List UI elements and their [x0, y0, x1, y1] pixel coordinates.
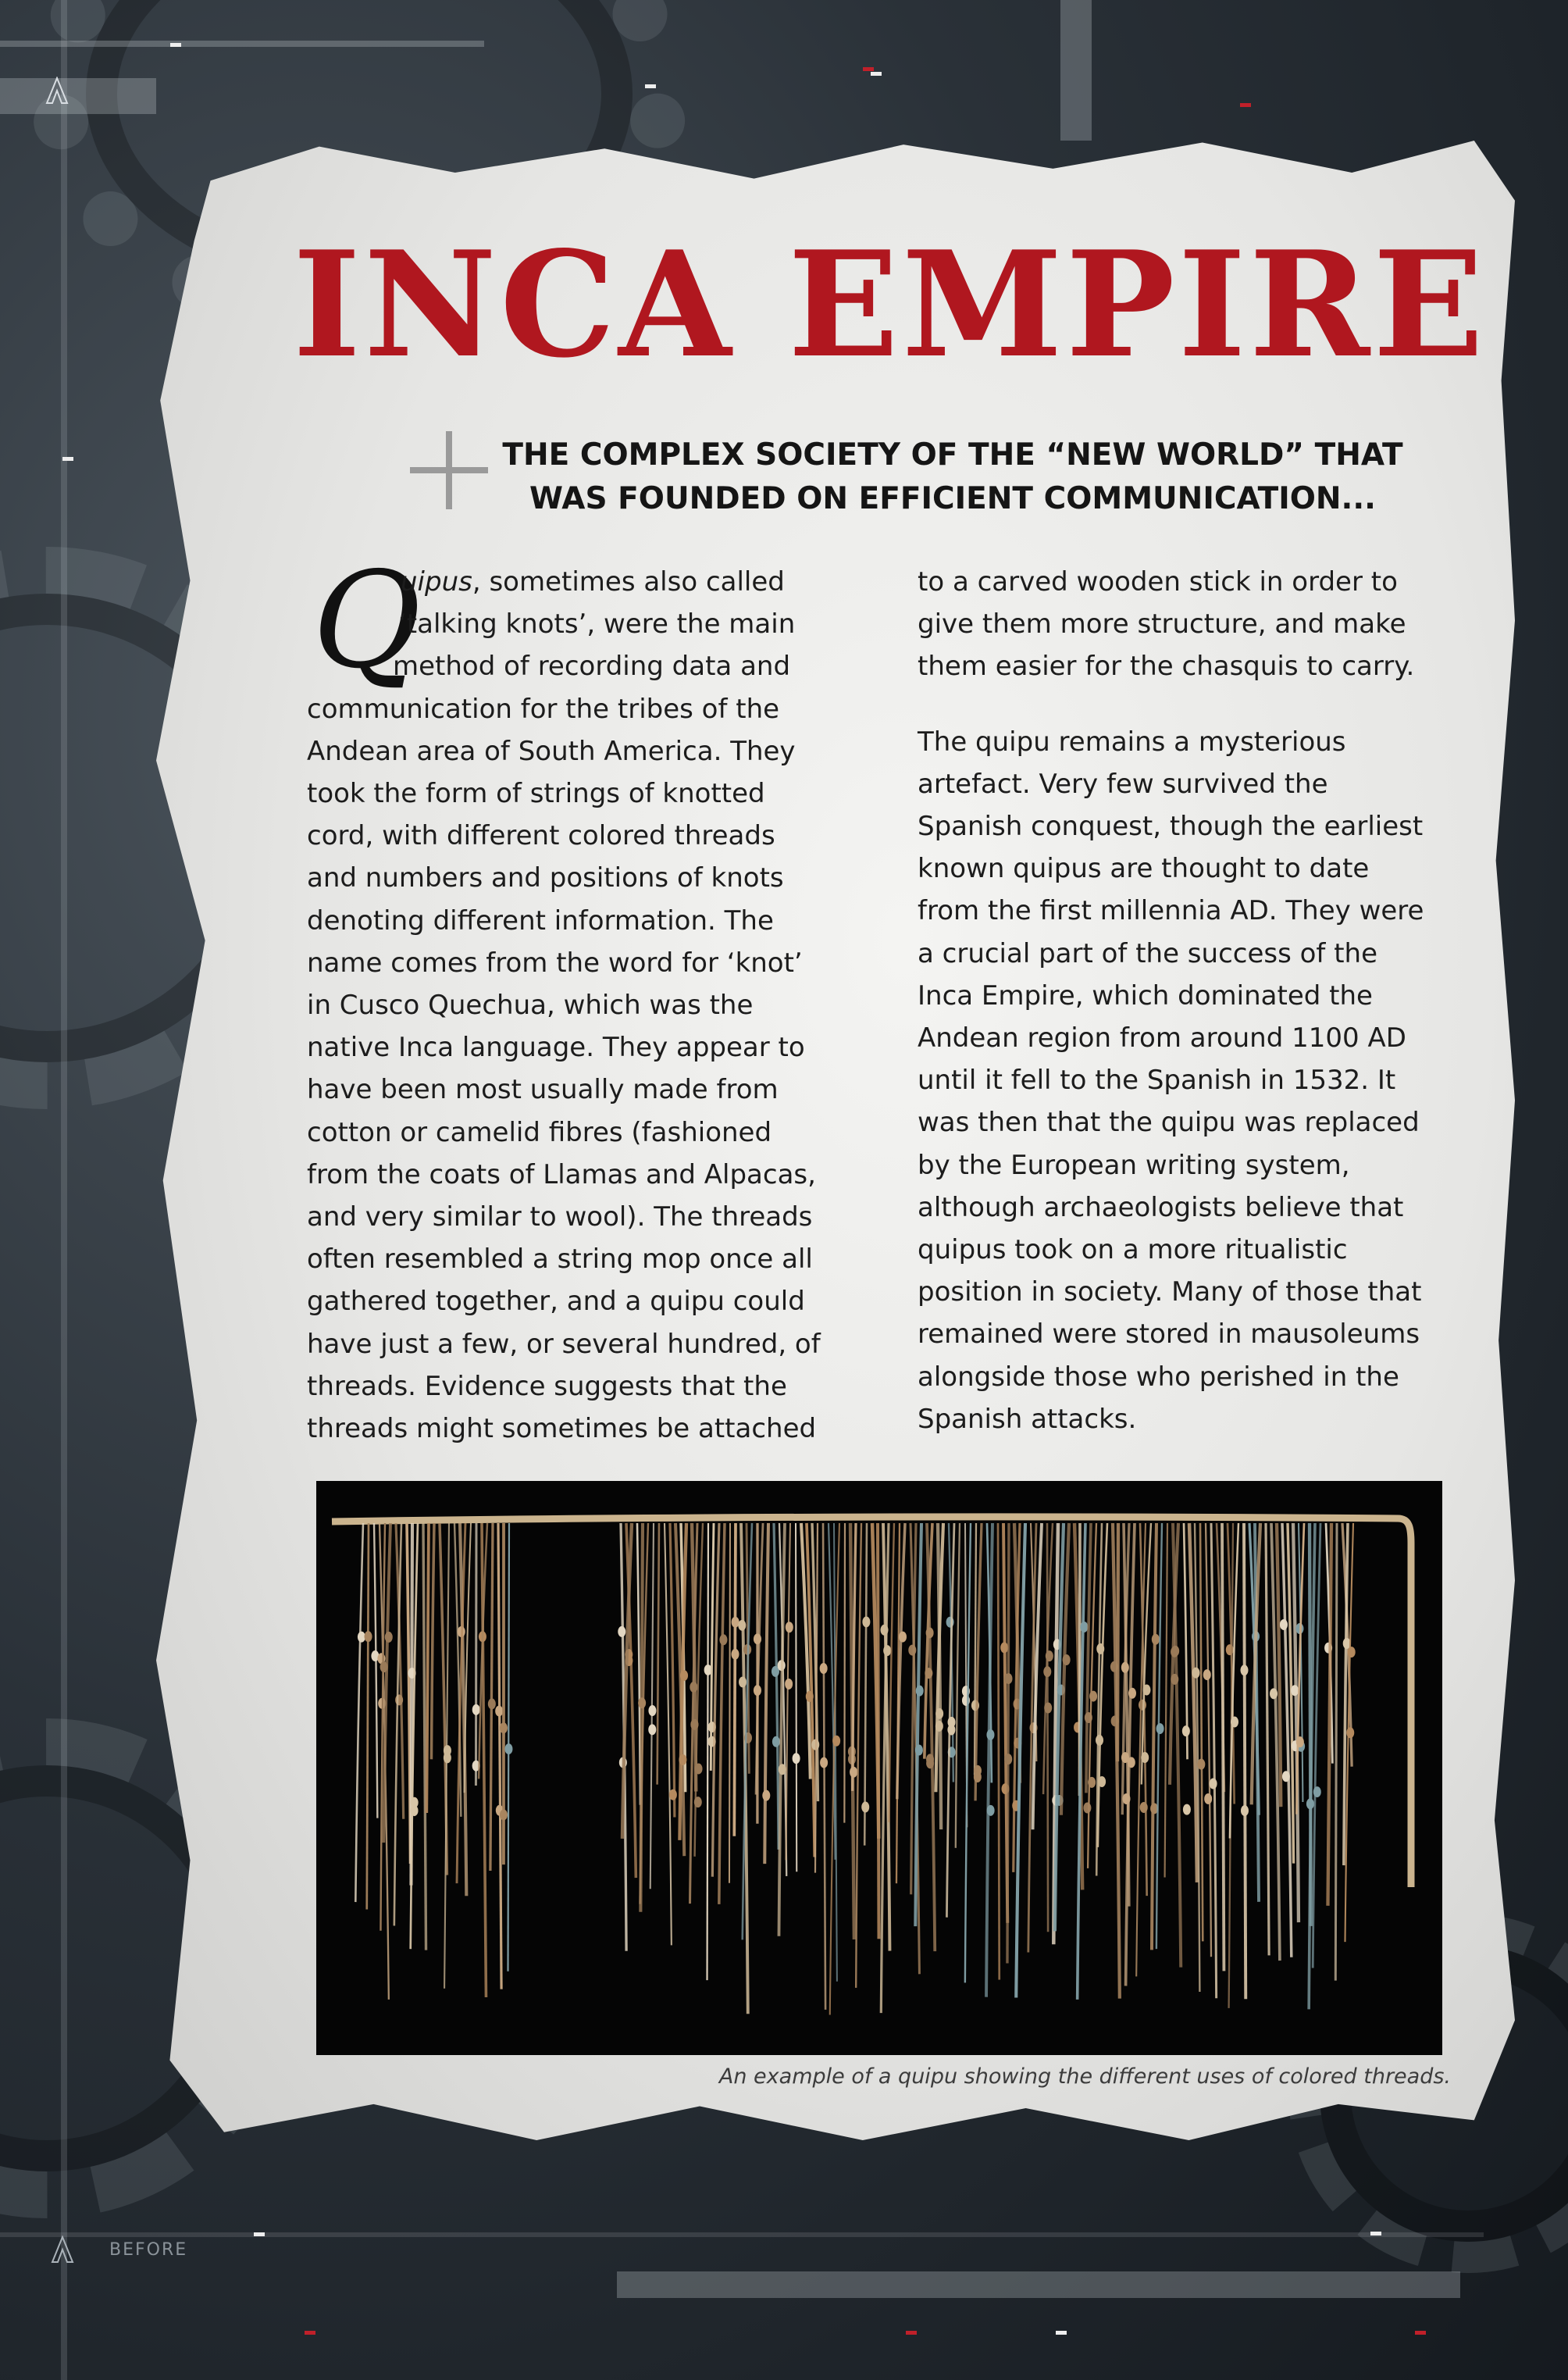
knot — [820, 1757, 828, 1768]
knot — [695, 1763, 703, 1774]
thread — [1335, 1523, 1337, 1981]
knot — [786, 1622, 793, 1632]
article-line: until it fell to the Spanish in 1532. It — [918, 1065, 1396, 1097]
knot — [1231, 1717, 1238, 1728]
knot — [495, 1706, 503, 1717]
knot — [1171, 1674, 1178, 1685]
article-line: cotton or camelid fibres (fashioned — [307, 1116, 772, 1148]
knot — [1171, 1646, 1179, 1657]
hud-tick — [645, 84, 656, 88]
quipu-photo — [316, 1481, 1442, 2055]
article-line: give them more structure, and make — [918, 608, 1406, 640]
lead-rest: , sometimes also called — [472, 566, 785, 598]
hud-bar — [0, 41, 484, 47]
subtitle-line: WAS FOUNDED ON EFFICIENT COMMUNICATION... — [529, 481, 1376, 516]
knot — [1044, 1703, 1052, 1714]
thread — [1156, 1523, 1162, 1949]
hud-bar — [1060, 0, 1092, 141]
thread — [786, 1523, 790, 1860]
article-line: from the first millennia AD. They were — [918, 895, 1424, 927]
hud-bar — [0, 78, 156, 114]
knot — [1241, 1805, 1249, 1816]
article-line: method of recording data and — [393, 651, 791, 683]
thread — [1206, 1523, 1211, 1957]
drop-cap: Q — [312, 544, 422, 698]
knot — [926, 1754, 934, 1764]
thread — [1222, 1523, 1224, 1971]
article-line: known quipus are thought to date — [918, 853, 1370, 885]
knot — [861, 1801, 869, 1812]
article-line: remained were stored in mausoleums — [918, 1318, 1420, 1351]
knot — [1098, 1776, 1106, 1787]
knot — [1204, 1793, 1212, 1804]
article-line: name comes from the word for ‘knot’ — [307, 947, 803, 979]
article-line: denoting different information. The — [307, 905, 774, 937]
hud-tick — [1370, 2232, 1381, 2235]
knot — [1291, 1685, 1299, 1696]
thread — [374, 1523, 377, 1818]
thread — [774, 1523, 779, 1850]
thread — [490, 1523, 493, 1871]
article-line: cord, with different colored threads — [307, 820, 775, 852]
thread — [1266, 1523, 1269, 1955]
knot — [1004, 1754, 1012, 1764]
hud-tick — [863, 67, 874, 71]
knot — [365, 1631, 372, 1642]
article-line: native Inca language. They appear to — [307, 1032, 805, 1064]
thread — [498, 1523, 501, 1989]
thread — [729, 1523, 730, 1883]
article-line: took the form of strings of knotted — [307, 778, 765, 810]
thread — [889, 1523, 894, 1822]
thread — [670, 1523, 675, 1817]
article-line: Andean region from around 1100 AD — [918, 1022, 1406, 1054]
knot — [772, 1736, 780, 1747]
knot — [1089, 1691, 1097, 1702]
knot — [883, 1645, 891, 1656]
knot — [648, 1724, 656, 1735]
knot — [488, 1698, 496, 1709]
thread — [844, 1523, 845, 1823]
article-line: communication for the tribes of the — [307, 693, 780, 725]
thread — [367, 1523, 369, 1910]
article-line: The quipu remains a mysterious — [918, 726, 1346, 758]
knot — [500, 1722, 508, 1733]
article-line: gathered together, and a quipu could — [307, 1286, 805, 1318]
knot — [1142, 1685, 1150, 1696]
thread — [719, 1523, 725, 1904]
thread — [465, 1523, 471, 1793]
knot — [793, 1753, 800, 1764]
knot — [832, 1736, 840, 1747]
hud-tick — [170, 43, 181, 47]
article-line: quipus took on a more ritualistic — [918, 1234, 1348, 1266]
article-line: have been most usually made from — [307, 1074, 779, 1106]
knot — [638, 1697, 646, 1708]
hud-tick — [1415, 2331, 1426, 2335]
article-line — [307, 561, 846, 603]
knot — [1128, 1688, 1136, 1699]
thread — [998, 1523, 1000, 1980]
thread — [1047, 1523, 1048, 1932]
article-line: Andean area of South America. They — [307, 735, 796, 767]
knot — [1140, 1802, 1148, 1813]
knot — [1280, 1619, 1288, 1630]
knot — [1080, 1622, 1088, 1632]
knot — [785, 1679, 793, 1690]
knot — [1192, 1668, 1199, 1679]
thread — [815, 1523, 818, 1873]
knot — [1152, 1634, 1160, 1645]
thread — [1117, 1523, 1118, 1761]
knot — [1156, 1723, 1164, 1734]
knot — [806, 1691, 814, 1702]
article-line: to a carved wooden stick in order to — [918, 566, 1398, 598]
knot — [915, 1745, 923, 1756]
knot — [948, 1717, 956, 1728]
assassin-insignia-icon — [51, 2235, 74, 2264]
article-column-left — [307, 561, 846, 1483]
knot — [444, 1745, 451, 1756]
article-line: was then that the quipu was replaced — [918, 1107, 1420, 1139]
hud-tick — [254, 2232, 265, 2236]
knot — [1346, 1727, 1354, 1738]
thread — [657, 1523, 659, 1785]
article-line: threads might sometimes be attached — [307, 1413, 817, 1445]
thread — [764, 1523, 768, 1864]
knot — [899, 1632, 907, 1643]
knot — [1313, 1786, 1321, 1797]
knot — [820, 1663, 828, 1674]
hud-bar — [0, 2232, 1484, 2237]
knot — [916, 1686, 924, 1697]
hud-tick — [1056, 2331, 1067, 2335]
knot — [1004, 1673, 1012, 1684]
thread — [1184, 1523, 1188, 1759]
thread — [856, 1523, 861, 1988]
article-line: from the coats of Llamas and Alpacas, — [307, 1158, 816, 1190]
lead-word: uipus — [401, 566, 472, 598]
article-line: in Cusco Quechua, which was the — [307, 990, 754, 1022]
knot — [738, 1620, 746, 1631]
thread — [1007, 1523, 1009, 1963]
article-line: alongside those who perished in the — [918, 1361, 1399, 1393]
knot — [1000, 1642, 1008, 1653]
knot — [1296, 1736, 1304, 1747]
article-line: often resembled a string mop once all — [307, 1244, 813, 1276]
knot — [1063, 1654, 1071, 1665]
article-line: by the European writing system, — [918, 1149, 1350, 1181]
thread — [864, 1523, 867, 1846]
thread — [1211, 1523, 1217, 1998]
article-line: position in society. Many of those that — [918, 1276, 1422, 1308]
knot — [925, 1668, 932, 1679]
article-column-right — [918, 561, 1464, 1473]
article-line: and very similar to wool). The threads — [307, 1201, 813, 1233]
article-paragraph — [918, 721, 1464, 1440]
knot — [1141, 1752, 1149, 1763]
knot — [862, 1616, 870, 1627]
knot — [935, 1708, 943, 1719]
thread — [423, 1523, 426, 1950]
knot — [648, 1705, 656, 1716]
article-line: artefact. Very few survived the — [918, 768, 1328, 800]
thread — [426, 1523, 429, 1813]
thread — [1165, 1523, 1167, 1877]
hud-bar — [61, 0, 67, 2380]
knot — [926, 1627, 934, 1638]
knot — [779, 1764, 786, 1775]
hud-tick — [871, 72, 882, 76]
article-line: Inca Empire, which dominated the — [918, 979, 1373, 1012]
article-paragraph — [918, 561, 1464, 688]
thread — [734, 1523, 736, 1836]
knot — [385, 1632, 393, 1643]
knot — [669, 1789, 677, 1800]
knot — [739, 1676, 747, 1687]
hud-tick — [62, 457, 73, 461]
hud-tick — [906, 2331, 917, 2335]
knot — [358, 1632, 365, 1643]
knot — [680, 1670, 688, 1681]
footer-section-label: BEFORE — [109, 2240, 188, 2260]
knot — [1348, 1647, 1356, 1657]
knot — [1270, 1688, 1278, 1699]
knot — [1088, 1777, 1096, 1788]
knot — [850, 1767, 857, 1778]
knot — [694, 1797, 702, 1807]
knot — [411, 1797, 419, 1808]
thread — [1200, 1523, 1203, 1941]
knot — [1182, 1725, 1190, 1736]
article-line: Spanish conquest, though the earliest — [918, 811, 1424, 843]
knot — [762, 1790, 770, 1801]
hud-tick — [1240, 103, 1251, 107]
article-line: have just a few, or several hundred, of — [307, 1328, 821, 1360]
article-line: threads. Evidence suggests that the — [307, 1370, 787, 1402]
quipu-illustration — [316, 1481, 1442, 2055]
thread — [1244, 1523, 1245, 1999]
knot — [1183, 1804, 1191, 1815]
subtitle-line: THE COMPLEX SOCIETY OF THE “NEW WORLD” THAT — [502, 437, 1403, 473]
page-title: INCA EMPIRE — [293, 219, 1488, 390]
knot — [1083, 1803, 1091, 1814]
article-paragraph — [307, 561, 846, 1450]
knot — [500, 1809, 508, 1820]
article-line: them easier for the chasquis to carry. — [918, 651, 1415, 683]
knot — [1210, 1779, 1217, 1789]
knot — [618, 1626, 625, 1637]
knot — [1139, 1700, 1146, 1711]
article-line: a crucial part of the success of the — [918, 937, 1377, 969]
assassin-insignia-icon — [45, 77, 69, 105]
knot — [732, 1617, 739, 1628]
knot — [504, 1743, 512, 1754]
knot — [986, 1729, 994, 1740]
knot — [1203, 1669, 1211, 1680]
article-line: and numbers and positions of knots — [307, 862, 784, 894]
article-line: ‘talking knots’, were the main — [398, 608, 796, 640]
article-line: although archaeologists believe that — [918, 1191, 1404, 1223]
photo-caption: An example of a quipu showing the different uses of colored threads. — [718, 2064, 1451, 2089]
knot — [1240, 1665, 1248, 1675]
knot — [1197, 1759, 1205, 1770]
knot — [731, 1649, 739, 1660]
page-subtitle — [500, 434, 1406, 521]
thread — [431, 1523, 434, 1759]
thread — [707, 1523, 708, 1980]
knot — [1046, 1650, 1053, 1661]
knot — [719, 1634, 727, 1645]
knot — [935, 1721, 943, 1732]
thread — [1152, 1523, 1156, 1950]
thread — [355, 1523, 363, 1902]
knot — [974, 1772, 982, 1782]
knot — [1282, 1771, 1290, 1782]
hud-tick — [305, 2331, 315, 2335]
crosshair-icon — [410, 431, 488, 509]
knot — [472, 1704, 480, 1715]
thread — [956, 1523, 960, 1848]
article-line: Spanish attacks. — [918, 1403, 1137, 1435]
knot — [1128, 1757, 1135, 1768]
knot — [679, 1754, 686, 1765]
hud-bar — [617, 2271, 1460, 2298]
